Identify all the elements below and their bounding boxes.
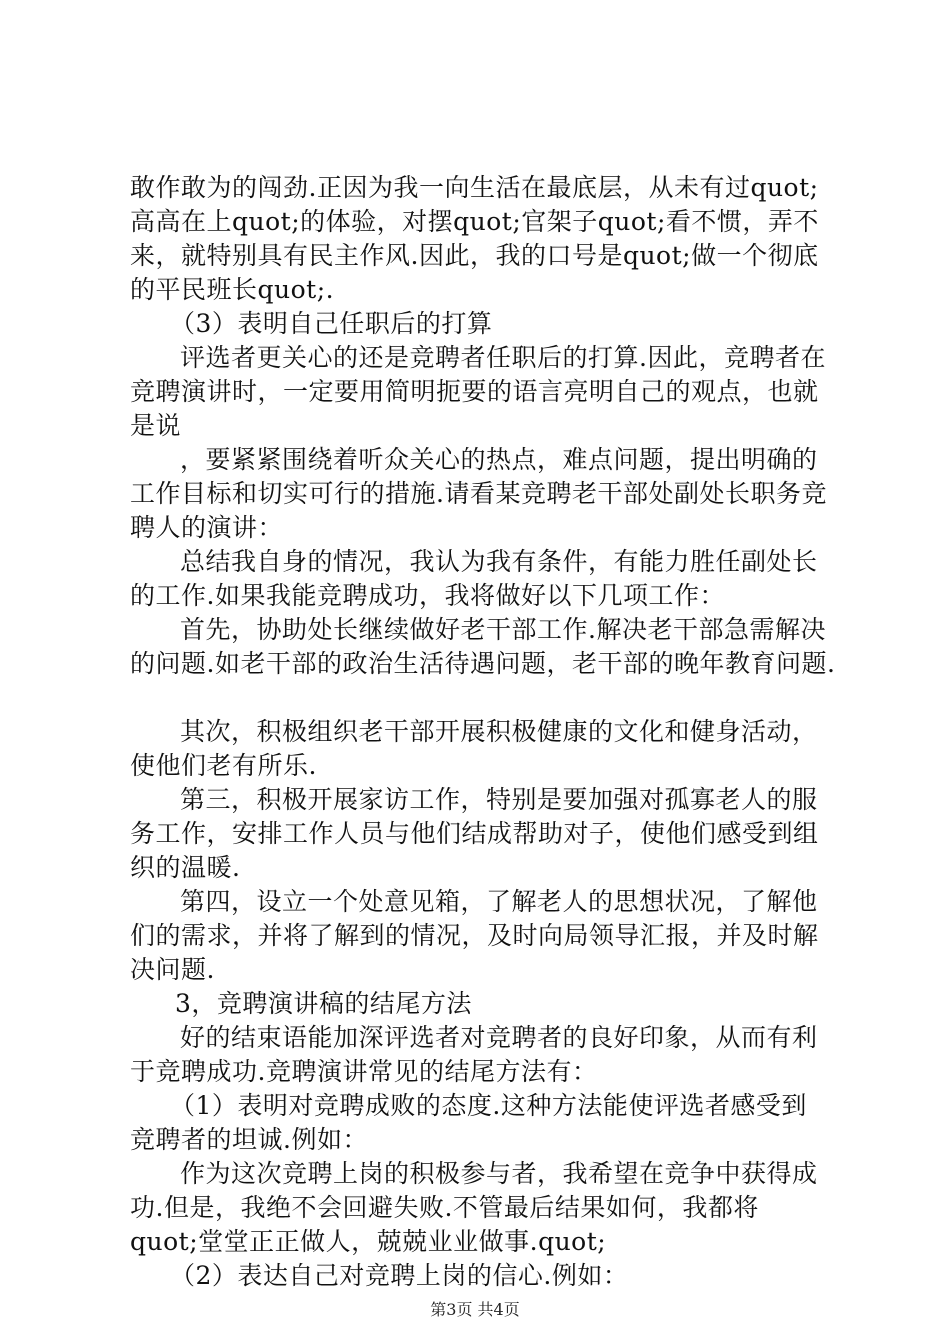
text-line: 聘人的演讲： (130, 513, 284, 542)
text-line: 决问题. (130, 955, 215, 984)
text-line: 是说 (130, 411, 182, 440)
text-line: 总结我自身的情况，我认为我有条件，有能力胜任副处长 (180, 547, 818, 576)
text-line: （1）表明对竞聘成败的态度.这种方法能使评选者感受到 (170, 1091, 807, 1120)
text-line: 评选者更关心的还是竞聘者任职后的打算.因此，竞聘者在 (180, 343, 826, 372)
text-line: quot;堂堂正正做人，兢兢业业做事.quot; (130, 1227, 607, 1256)
text-line: 第四，设立一个处意见箱，了解老人的思想状况，了解他 (180, 887, 818, 916)
text-line: 使他们老有所乐. (130, 751, 317, 780)
section-heading: （3）表明自己任职后的打算 (170, 309, 493, 338)
text-line: 第三，积极开展家访工作，特别是要加强对孤寡老人的服 (180, 785, 818, 814)
text-line: 的平民班长quot;. (130, 275, 335, 304)
text-line: 好的结束语能加深评选者对竞聘者的良好印象，从而有利 (180, 1023, 818, 1052)
text-line: 敢作敢为的闯劲.正因为我一向生活在最底层，从未有过quot; (130, 173, 819, 202)
text-line: ，要紧紧围绕着听众关心的热点，难点问题，提出明确的 (180, 445, 818, 474)
text-line: 高高在上quot;的体验，对摆quot;官架子quot;看不惯，弄不 (130, 207, 819, 236)
section-heading: 3，竞聘演讲稿的结尾方法 (175, 989, 472, 1018)
text-line: 的问题.如老干部的政治生活待遇问题，老干部的晚年教育问题. (130, 649, 836, 678)
text-line: 务工作，安排工作人员与他们结成帮助对子，使他们感受到组 (130, 819, 819, 848)
text-line: 首先，协助处长继续做好老干部工作.解决老干部急需解决 (180, 615, 826, 644)
text-line: 其次，积极组织老干部开展积极健康的文化和健身活动， (180, 717, 818, 746)
text-line: 功.但是，我绝不会回避失败.不管最后结果如何，我都将 (130, 1193, 759, 1222)
text-line: 织的温暖. (130, 853, 241, 882)
text-line: 的工作.如果我能竞聘成功，我将做好以下几项工作： (130, 581, 725, 610)
page-number-footer: 第3页 共4页 (430, 1300, 520, 1319)
text-line: 作为这次竞聘上岗的积极参与者，我希望在竞争中获得成 (180, 1159, 818, 1188)
text-line: 于竞聘成功.竞聘演讲常见的结尾方法有： (130, 1057, 598, 1086)
text-line: （2）表达自己对竞聘上岗的信心.例如： (170, 1261, 629, 1290)
text-line: 竞聘者的坦诚.例如： (130, 1125, 368, 1154)
text-line: 们的需求，并将了解到的情况，及时向局领导汇报，并及时解 (130, 921, 819, 950)
text-line: 竞聘演讲时，一定要用简明扼要的语言亮明自己的观点，也就 (130, 377, 819, 406)
text-line: 来，就特别具有民主作风.因此，我的口号是quot;做一个彻底 (130, 241, 819, 270)
text-line: 工作目标和切实可行的措施.请看某竞聘老干部处副处长职务竞 (130, 479, 827, 508)
